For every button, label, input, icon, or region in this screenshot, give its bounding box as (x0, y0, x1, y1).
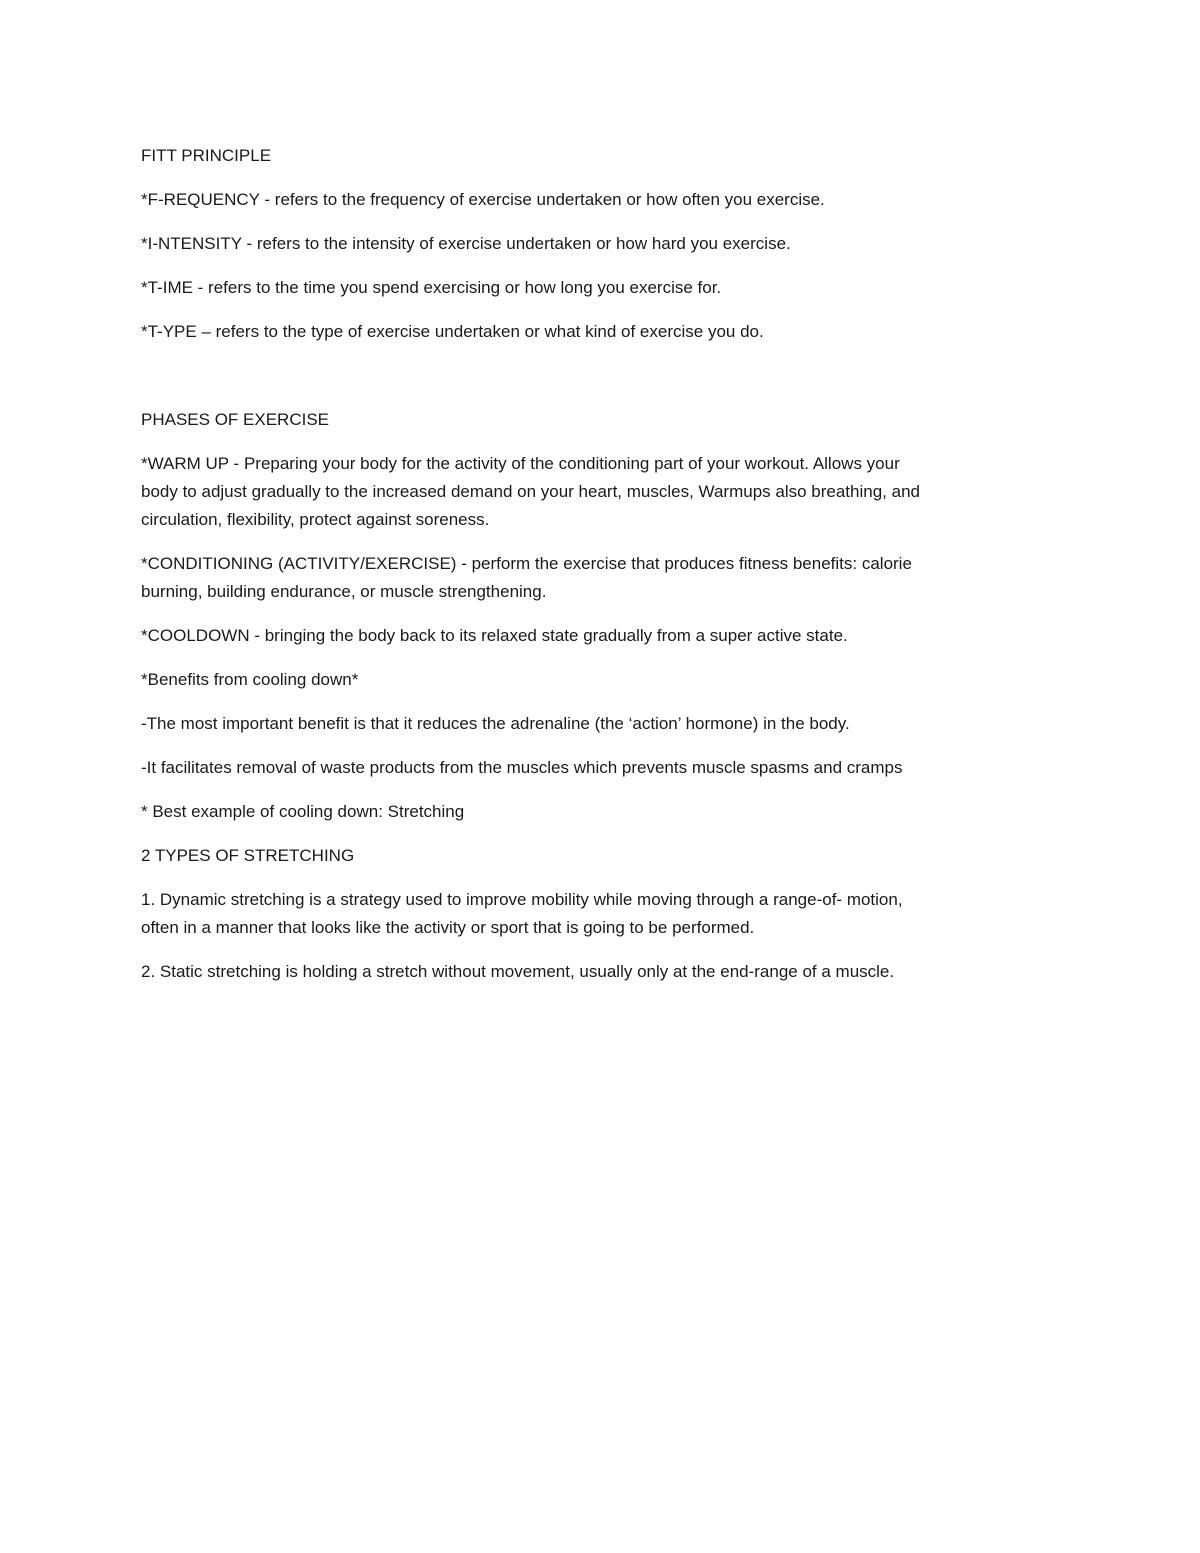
static-stretching-text: 2. Static stretching is holding a stretch without movement, usually only at the end-range of a muscle. (141, 962, 895, 981)
stretching-heading-block (141, 842, 1061, 870)
fitt-type-text: *T-YPE – refers to the type of exercise undertaken or what kind of exercise you do. (141, 322, 764, 341)
benefit-item (141, 754, 1061, 782)
phases-heading: PHASES OF EXERCISE (141, 410, 329, 429)
conditioning-line: *CONDITIONING (ACTIVITY/EXERCISE) - perform the exercise that produces fitness benefits: calorie (141, 554, 912, 573)
fitt-heading-block (141, 142, 1061, 170)
benefit-text: -The most important benefit is that it reduces the adrenaline (the ‘action’ hormone) in the body. (141, 714, 850, 733)
section-spacer (141, 362, 1061, 406)
dynamic-stretching-paragraph (141, 886, 1061, 942)
warm-up-line: *WARM UP - Preparing your body for the activity of the conditioning part of your workout. Allows your (141, 454, 900, 473)
cooldown-text: *COOLDOWN - bringing the body back to its relaxed state gradually from a super active state. (141, 626, 848, 645)
fitt-type (141, 318, 1061, 346)
warm-up-line: body to adjust gradually to the increased demand on your heart, muscles, Warmups also breathing, and (141, 482, 920, 501)
best-example-text: * Best example of cooling down: Stretching (141, 802, 465, 821)
fitt-heading: FITT PRINCIPLE (141, 146, 272, 165)
best-example-block (141, 798, 1061, 826)
cooldown-paragraph (141, 622, 1061, 650)
conditioning-line: burning, building endurance, or muscle strengthening. (141, 582, 547, 601)
document-body (141, 142, 1061, 1002)
fitt-intensity (141, 230, 1061, 258)
phases-heading-block (141, 406, 1061, 434)
benefit-item (141, 710, 1061, 738)
dynamic-stretching-line: often in a manner that looks like the activity or sport that is going to be performed. (141, 918, 755, 937)
benefits-heading-block (141, 666, 1061, 694)
fitt-intensity-text: *I-NTENSITY - refers to the intensity of exercise undertaken or how hard you exercise. (141, 234, 791, 253)
fitt-frequency (141, 186, 1061, 214)
benefit-text: -It facilitates removal of waste products from the muscles which prevents muscle spasms and cramps (141, 758, 903, 777)
stretching-heading: 2 TYPES OF STRETCHING (141, 846, 355, 865)
dynamic-stretching-line: 1. Dynamic stretching is a strategy used to improve mobility while moving through a range-of- motion, (141, 890, 903, 909)
fitt-time-text: *T-IME - refers to the time you spend exercising or how long you exercise for. (141, 278, 722, 297)
conditioning-paragraph (141, 550, 1061, 606)
warm-up-paragraph (141, 450, 1061, 534)
fitt-time (141, 274, 1061, 302)
fitt-frequency-text: *F-REQUENCY - refers to the frequency of exercise undertaken or how often you exercise. (141, 190, 825, 209)
warm-up-line: circulation, flexibility, protect against soreness. (141, 510, 490, 529)
benefits-heading: *Benefits from cooling down* (141, 670, 359, 689)
static-stretching-paragraph (141, 958, 1061, 986)
